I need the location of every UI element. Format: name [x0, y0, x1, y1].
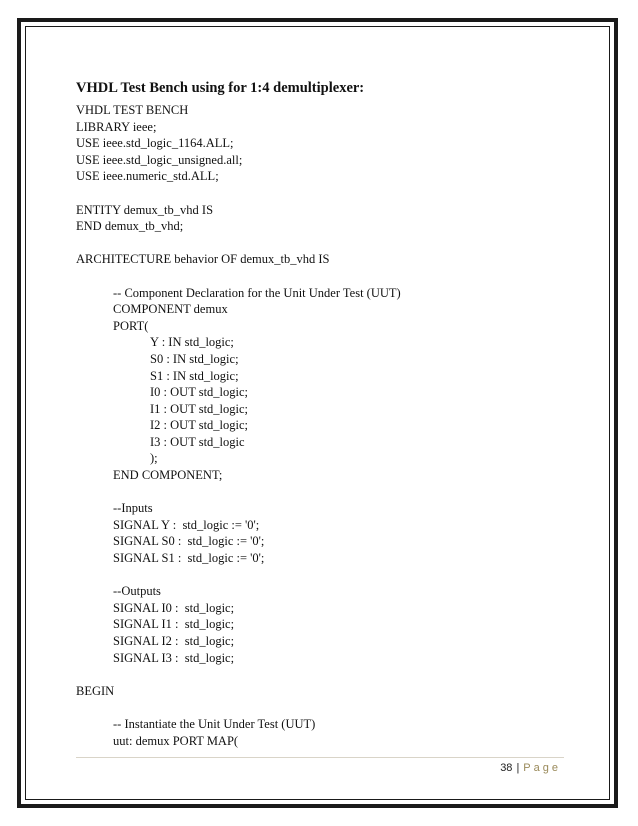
code-line: SIGNAL I0 : std_logic;: [113, 600, 235, 615]
code-line: SIGNAL I2 : std_logic;: [113, 634, 235, 648]
code-line: COMPONENT demux: [113, 302, 228, 317]
code-line: USE ieee.numeric_std.ALL;: [76, 169, 219, 184]
code-line: S1 : IN std_logic;: [150, 368, 239, 383]
code-line: I1 : OUT std_logic;: [150, 401, 249, 416]
code-line: );: [150, 451, 158, 466]
code-line: SIGNAL S0 : std_logic := '0';: [113, 534, 265, 549]
code-line: SIGNAL S1 : std_logic := '0';: [113, 551, 265, 566]
footer-separator: |: [516, 762, 520, 774]
code-line: I3 : OUT std_logic: [150, 434, 245, 449]
code-line: --Inputs: [113, 501, 153, 516]
footer-rule: [76, 757, 564, 758]
code-line: -- Component Declaration for the Unit Under Test (UUT): [113, 285, 401, 300]
code-line: SIGNAL Y : std_logic := '0';: [113, 517, 260, 532]
blank-line: [76, 666, 556, 683]
code-line: Y : IN std_logic;: [150, 335, 234, 350]
code-line: BEGIN: [76, 683, 115, 698]
code-line: I2 : OUT std_logic;: [150, 418, 249, 433]
blank-line: [76, 235, 556, 252]
document-body: [76, 78, 556, 749]
code-line: SIGNAL I3 : std_logic;: [113, 650, 235, 665]
code-line: ARCHITECTURE behavior OF demux_tb_vhd IS: [76, 252, 330, 267]
code-line: --Outputs: [113, 584, 161, 599]
code-line: LIBRARY ieee;: [76, 119, 157, 134]
blank-line: [76, 268, 556, 285]
blank-line: [76, 484, 556, 501]
code-line: END COMPONENT;: [113, 468, 223, 483]
code-line: uut: demux PORT MAP(: [113, 733, 239, 748]
code-line: -- Instantiate the Unit Under Test (UUT): [113, 716, 316, 731]
code-line: VHDL TEST BENCH: [76, 103, 189, 117]
code-line: PORT(: [113, 318, 149, 333]
blank-line: [76, 185, 556, 202]
code-line: I0 : OUT std_logic;: [150, 385, 249, 400]
section-title: VHDL Test Bench using for 1:4 demultiplexer:: [76, 80, 365, 96]
blank-line: [76, 699, 556, 716]
code-line: ENTITY demux_tb_vhd IS: [76, 202, 214, 217]
code-line: USE ieee.std_logic_unsigned.all;: [76, 152, 243, 167]
page-number: 38: [500, 762, 513, 774]
code-line: END demux_tb_vhd;: [76, 219, 184, 234]
page-label: Page: [523, 762, 561, 774]
code-line: S0 : IN std_logic;: [150, 351, 239, 366]
code-line: USE ieee.std_logic_1164.ALL;: [76, 136, 234, 151]
blank-line: [76, 567, 556, 584]
page-footer: [500, 762, 561, 774]
code-line: SIGNAL I1 : std_logic;: [113, 617, 235, 632]
